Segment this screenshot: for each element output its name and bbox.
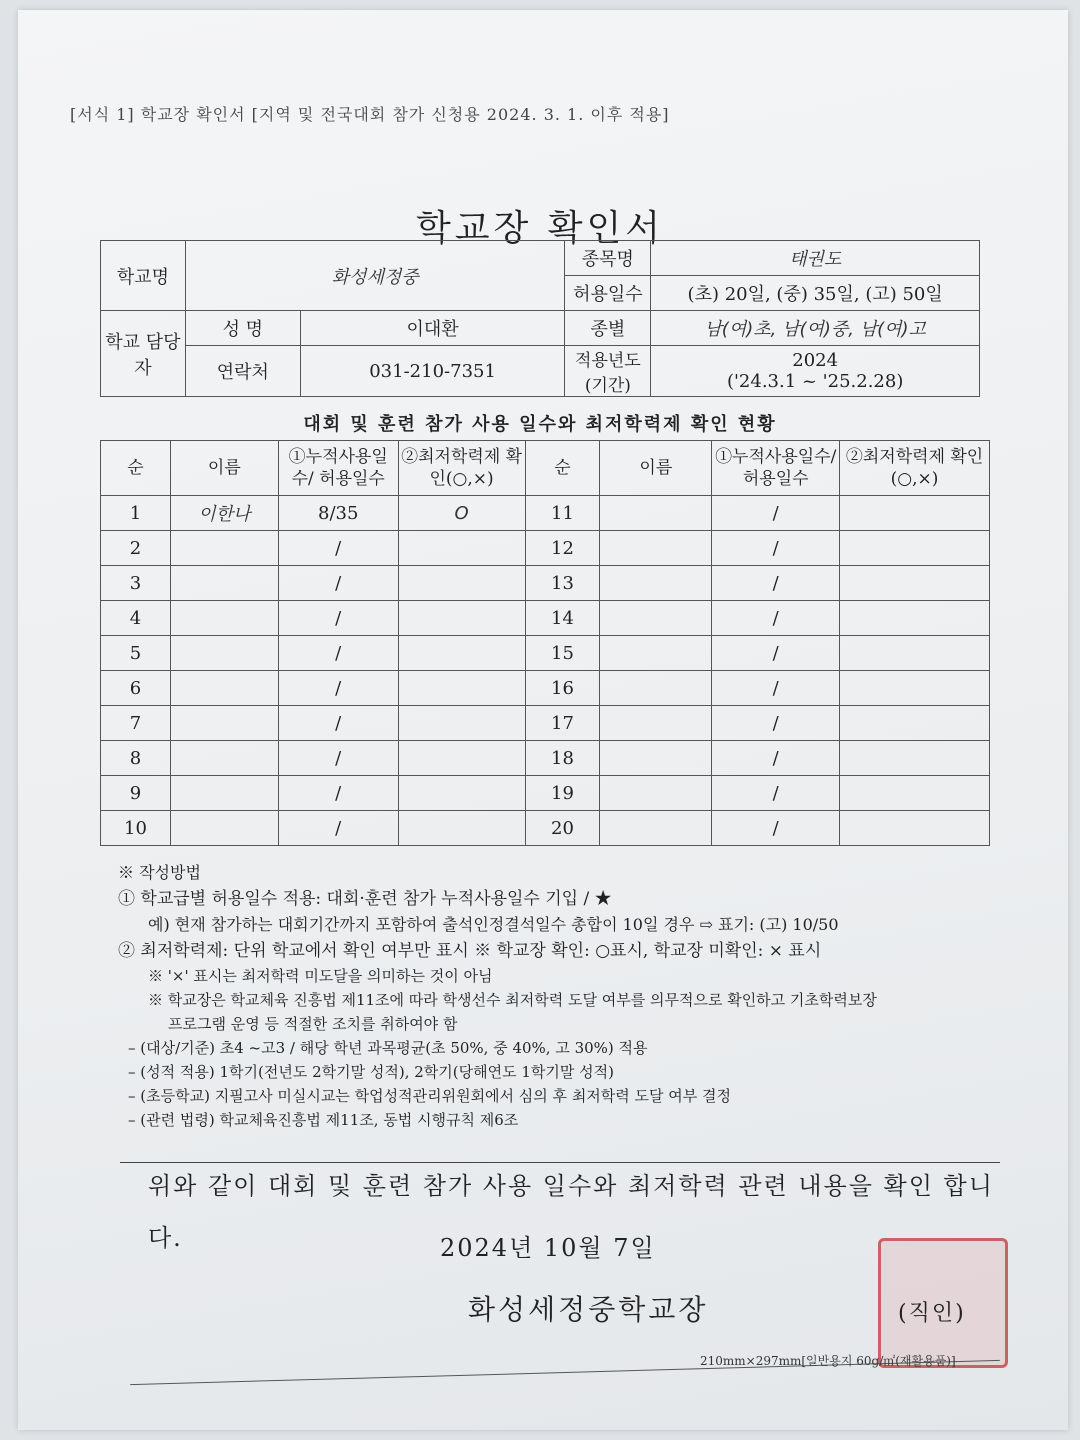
roster-cell-days: /: [278, 776, 398, 811]
roster-cell-days: /: [712, 601, 840, 636]
year-cell: [651, 346, 980, 397]
allowed-days-label: 허용일수: [565, 276, 651, 311]
form-header: [서식 1] 학교장 확인서 [지역 및 전국대회 참가 신청용 2024. 3. 1. 이후 적용]: [70, 105, 670, 124]
roster-cell-name: [600, 496, 712, 531]
roster-cell-name: [600, 671, 712, 706]
col-academic-header: ②최저학력제 확인(○,×): [398, 441, 525, 496]
roster-cell-no: 15: [525, 636, 600, 671]
roster-cell-name: [170, 776, 278, 811]
roster-cell-no: 2: [101, 531, 171, 566]
roster-header-row: [101, 441, 990, 496]
roster-cell-name: [170, 741, 278, 776]
roster-cell-no: 19: [525, 776, 600, 811]
table-row: [101, 671, 990, 706]
roster-cell-days: /: [712, 671, 840, 706]
roster-cell-name: [600, 531, 712, 566]
roster-cell-days: /: [278, 636, 398, 671]
roster-cell-academic: [398, 531, 525, 566]
table-row: [101, 496, 990, 531]
writing-instructions: [118, 860, 1018, 1132]
year-label: 적용년도 (기간): [565, 346, 651, 397]
manager-label: 학교 담당자: [101, 311, 186, 397]
allowed-days-value: (초) 20일, (중) 35일, (고) 50일: [651, 276, 980, 311]
roster-cell-no: 4: [101, 601, 171, 636]
roster-cell-days: /: [278, 741, 398, 776]
roster-cell-name: [600, 811, 712, 846]
instruction-item-1-example: 예) 현재 참가하는 대회기간까지 포함하여 출석인정결석일수 총합이 10일 경우 ⇨ 표기: (고) 10/50: [148, 915, 839, 934]
roster-cell-academic: [398, 776, 525, 811]
roster-cell-name: [170, 636, 278, 671]
instruction-sub-2-cont: 프로그램 운영 등 적절한 조치를 취하여야 함: [168, 1015, 458, 1033]
roster-cell-academic: [840, 706, 990, 741]
col-academic-header: ②최저학력제 확인(○,×): [840, 441, 990, 496]
paper-spec: 210mm×297mm[일반용지 60g/㎡(재활용품)]: [700, 1354, 956, 1368]
col-name-header: 이름: [600, 441, 712, 496]
instruction-dash-3: – (초등학교) 지필고사 미실시교는 학업성적관리위원회에서 심의 후 최저학력 도달 여부 결정: [128, 1087, 732, 1105]
roster-cell-academic: [840, 811, 990, 846]
instruction-dash-1: – (대상/기준) 초4 ~고3 / 해당 학년 과목평균(초 50%, 중 40%, 고 30%) 적용: [128, 1039, 648, 1057]
roster-cell-academic: O: [398, 496, 525, 531]
roster-cell-no: 10: [101, 811, 171, 846]
name-value: 이대환: [300, 311, 565, 346]
roster-cell-days: /: [278, 811, 398, 846]
table-row: [101, 601, 990, 636]
roster-cell-days: /: [712, 531, 840, 566]
issue-date: 2024년 10월 7일: [440, 1234, 656, 1262]
roster-cell-days: /: [278, 706, 398, 741]
gender-value: 남(여)초, 남(여)중, 남(여)고: [651, 311, 980, 346]
roster-cell-academic: [398, 566, 525, 601]
roster-cell-no: 17: [525, 706, 600, 741]
roster-cell-name: [170, 601, 278, 636]
roster-cell-days: /: [712, 566, 840, 601]
school-label: 학교명: [101, 241, 186, 311]
roster-cell-academic: [840, 531, 990, 566]
gender-label: 종별: [565, 311, 651, 346]
roster-cell-name: [170, 531, 278, 566]
roster-cell-days: /: [712, 496, 840, 531]
roster-cell-no: 7: [101, 706, 171, 741]
roster-cell-name: [170, 566, 278, 601]
roster-cell-no: 20: [525, 811, 600, 846]
roster-cell-name: [600, 601, 712, 636]
table-row: [101, 636, 990, 671]
roster-cell-no: 9: [101, 776, 171, 811]
roster-cell-academic: [398, 601, 525, 636]
contact-value: 031-210-7351: [300, 346, 565, 397]
athlete-roster-table: [100, 440, 990, 846]
roster-cell-no: 18: [525, 741, 600, 776]
col-no-header: 순: [525, 441, 600, 496]
roster-cell-no: 13: [525, 566, 600, 601]
table-row: [101, 741, 990, 776]
roster-cell-days: 8/35: [278, 496, 398, 531]
roster-cell-academic: [398, 811, 525, 846]
name-label: 성 명: [185, 311, 300, 346]
roster-cell-academic: [840, 566, 990, 601]
document-title: 학교장 확인서: [415, 208, 665, 249]
seal-label: (직인): [898, 1301, 966, 1326]
roster-cell-name: [600, 776, 712, 811]
roster-cell-name: [600, 636, 712, 671]
roster-cell-name: 이한나: [170, 496, 278, 531]
roster-cell-academic: [398, 706, 525, 741]
table-row: [101, 811, 990, 846]
roster-cell-academic: [840, 741, 990, 776]
col-no-header: 순: [101, 441, 171, 496]
roster-cell-academic: [398, 636, 525, 671]
roster-cell-days: /: [278, 531, 398, 566]
roster-cell-no: 1: [101, 496, 171, 531]
roster-cell-academic: [840, 776, 990, 811]
roster-cell-academic: [840, 671, 990, 706]
roster-cell-academic: [840, 636, 990, 671]
roster-section-title: 대회 및 훈련 참가 사용 일수와 최저학력제 확인 현황: [303, 414, 777, 435]
instruction-item-2: ② 최저학력제: 단위 학교에서 확인 여부만 표시 ※ 학교장 확인: ○표시, 학교장 미확인: × 표시: [118, 941, 822, 961]
sport-label: 종목명: [565, 241, 651, 276]
roster-cell-days: /: [712, 706, 840, 741]
roster-cell-no: 16: [525, 671, 600, 706]
roster-cell-no: 3: [101, 566, 171, 601]
roster-cell-days: /: [278, 566, 398, 601]
roster-cell-days: /: [278, 601, 398, 636]
roster-cell-no: 6: [101, 671, 171, 706]
sport-value: 태권도: [651, 241, 980, 276]
roster-cell-days: /: [712, 741, 840, 776]
roster-cell-academic: [840, 496, 990, 531]
col-days-header: ①누적사용일수/ 허용일수: [278, 441, 398, 496]
instruction-item-1: ① 학교급별 허용일수 적용: 대회·훈련 참가 누적사용일수 기입 / ★: [118, 889, 612, 909]
roster-cell-name: [170, 706, 278, 741]
roster-cell-days: /: [712, 636, 840, 671]
roster-cell-name: [600, 566, 712, 601]
roster-cell-days: /: [278, 671, 398, 706]
table-row: [101, 706, 990, 741]
roster-cell-days: /: [712, 776, 840, 811]
school-value: 화성세정중: [185, 241, 565, 311]
instruction-dash-4: – (관련 법령) 학교체육진흥법 제11조, 동법 시행규칙 제6조: [128, 1111, 519, 1129]
period-value: ('24.3.1 ~ '25.2.28): [726, 371, 904, 392]
roster-cell-no: 14: [525, 601, 600, 636]
roster-cell-no: 8: [101, 741, 171, 776]
roster-cell-name: [170, 671, 278, 706]
principal-title: 화성세정중학교장: [468, 1293, 709, 1326]
instruction-dash-2: – (성적 적용) 1학기(전년도 2학기말 성적), 2학기(당해연도 1학기말 성적): [128, 1063, 614, 1081]
roster-cell-name: [170, 811, 278, 846]
table-row: [101, 776, 990, 811]
roster-cell-name: [600, 706, 712, 741]
roster-cell-name: [600, 741, 712, 776]
roster-cell-academic: [840, 601, 990, 636]
col-name-header: 이름: [170, 441, 278, 496]
roster-cell-academic: [398, 671, 525, 706]
roster-cell-no: 12: [525, 531, 600, 566]
roster-cell-no: 5: [101, 636, 171, 671]
instruction-sub-1: ※ '×' 표시는 최저학력 미도달을 의미하는 것이 아님: [148, 967, 493, 985]
table-row: [101, 566, 990, 601]
roster-cell-academic: [398, 741, 525, 776]
year-value: 2024: [792, 350, 839, 371]
school-info-table: [100, 240, 980, 397]
instruction-sub-2: ※ 학교장은 학교체육 진흥법 제11조에 따라 학생선수 최저학력 도달 여부를 의무적으로 확인하고 기초학력보장: [148, 991, 877, 1009]
contact-label: 연락처: [185, 346, 300, 397]
roster-cell-no: 11: [525, 496, 600, 531]
roster-cell-days: /: [712, 811, 840, 846]
col-days-header: ①누적사용일수/ 허용일수: [712, 441, 840, 496]
instructions-heading: ※ 작성방법: [118, 863, 201, 882]
confirmation-statement: 위와 같이 대회 및 훈련 참가 사용 일수와 최저학력 관련 내용을 확인 합니다.: [148, 1172, 994, 1252]
table-row: [101, 531, 990, 566]
